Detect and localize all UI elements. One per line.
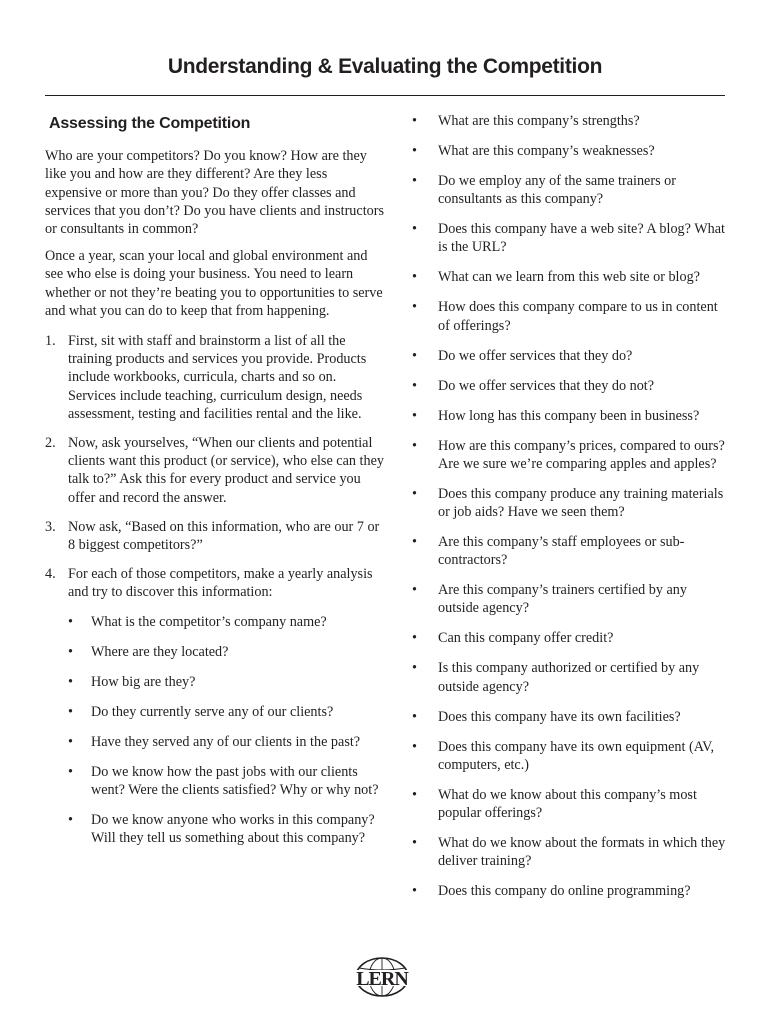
- question-item: • How long has this company been in business?: [412, 407, 730, 425]
- question-item: • Have they served any of our clients in the past?: [68, 733, 385, 751]
- left-column: [45, 112, 385, 859]
- question-item: • What are this company’s weaknesses?: [412, 142, 730, 160]
- question-item: • What can we learn from this web site or blog?: [412, 268, 730, 286]
- question-item: • What is the competitor’s company name?: [68, 613, 385, 631]
- step-item: [45, 332, 385, 423]
- steps-list: [45, 332, 385, 847]
- question-item: • How does this company compare to us in content of offerings?: [412, 298, 730, 334]
- section-heading: Assessing the Competition: [49, 115, 251, 132]
- step-text: For each of those competitors, make a yearly analysis and try to discover this information:: [68, 566, 373, 601]
- question-item: • Does this company produce any training materials or job aids? Have we seen them?: [412, 485, 730, 521]
- question-item: • How are this company’s prices, compared to ours? Are we sure we’re comparing apples and apples?: [412, 437, 730, 473]
- title-divider: [45, 95, 725, 96]
- step-item: [45, 565, 385, 847]
- question-item: • What do we know about this company’s most popular offerings?: [412, 786, 730, 822]
- globe-logo-icon: [330, 956, 434, 998]
- step-number: 2.: [45, 435, 56, 452]
- question-item: • Does this company have a web site? A blog? What is the URL?: [412, 220, 730, 256]
- company-questions-list: [412, 112, 730, 900]
- intro-paragraph: Who are your competitors? Do you know? How are they like you and how are they different? Are they less expensive or more than you? Do they offer classes and services that you don’t? Do you have clients and instructors or consultants in common?: [45, 148, 384, 238]
- step-item: [45, 518, 385, 554]
- question-item: • Does this company have its own equipment (AV, computers, etc.): [412, 738, 730, 774]
- page-title: Understanding & Evaluating the Competition: [167, 55, 603, 78]
- question-item: • Do we offer services that they do?: [412, 347, 730, 365]
- competitor-questions-list: [68, 613, 385, 848]
- question-item: • Are this company’s staff employees or sub-contractors?: [412, 533, 730, 569]
- question-item: • Can this company offer credit?: [412, 629, 730, 647]
- question-item: • Do we know anyone who works in this company? Will they tell us something about this company?: [68, 811, 385, 847]
- question-item: • Do we know how the past jobs with our clients went? Were the clients satisfied? Why or why not?: [68, 763, 385, 799]
- logo-text: LERN: [356, 968, 408, 990]
- step-text: Now ask, “Based on this information, who are our 7 or 8 biggest competitors?”: [68, 518, 380, 554]
- right-column: [412, 112, 730, 912]
- step-number: 1.: [45, 333, 56, 350]
- intro-paragraph: Once a year, scan your local and global environment and see who else is doing your business. You need to learn whether or not they’re beating you to opportunities to serve and what you can do to keep that from happening.: [45, 248, 383, 319]
- question-item: • What do we know about the formats in which they deliver training?: [412, 834, 730, 870]
- step-text: First, sit with staff and brainstorm a list of all the training products and services you provide. Products include workbooks, curricula, charts and so on. Services include teaching, curriculum design, needs assessment, testing and facilities rental and the like.: [68, 333, 367, 422]
- question-item: • Does this company do online programming?: [412, 882, 730, 900]
- step-text: Now, ask yourselves, “When our clients and potential clients want this product (or service), who else can they talk to?” Ask this for every product and service you offer and record the answer.: [68, 435, 384, 506]
- question-item: • Is this company authorized or certified by any outside agency?: [412, 659, 730, 695]
- question-item: • Where are they located?: [68, 643, 385, 661]
- question-item: • Are this company’s trainers certified by any outside agency?: [412, 581, 730, 617]
- question-item: • Do we offer services that they do not?: [412, 377, 730, 395]
- question-item: • How big are they?: [68, 673, 385, 691]
- question-item: • Does this company have its own facilities?: [412, 708, 730, 726]
- question-item: • Do we employ any of the same trainers or consultants as this company?: [412, 172, 730, 208]
- step-item: [45, 434, 385, 507]
- step-number: 3.: [45, 518, 56, 535]
- question-item: • Do they currently serve any of our clients?: [68, 703, 385, 721]
- step-number: 4.: [45, 566, 56, 583]
- question-item: • What are this company’s strengths?: [412, 112, 730, 130]
- lern-logo: [330, 956, 434, 998]
